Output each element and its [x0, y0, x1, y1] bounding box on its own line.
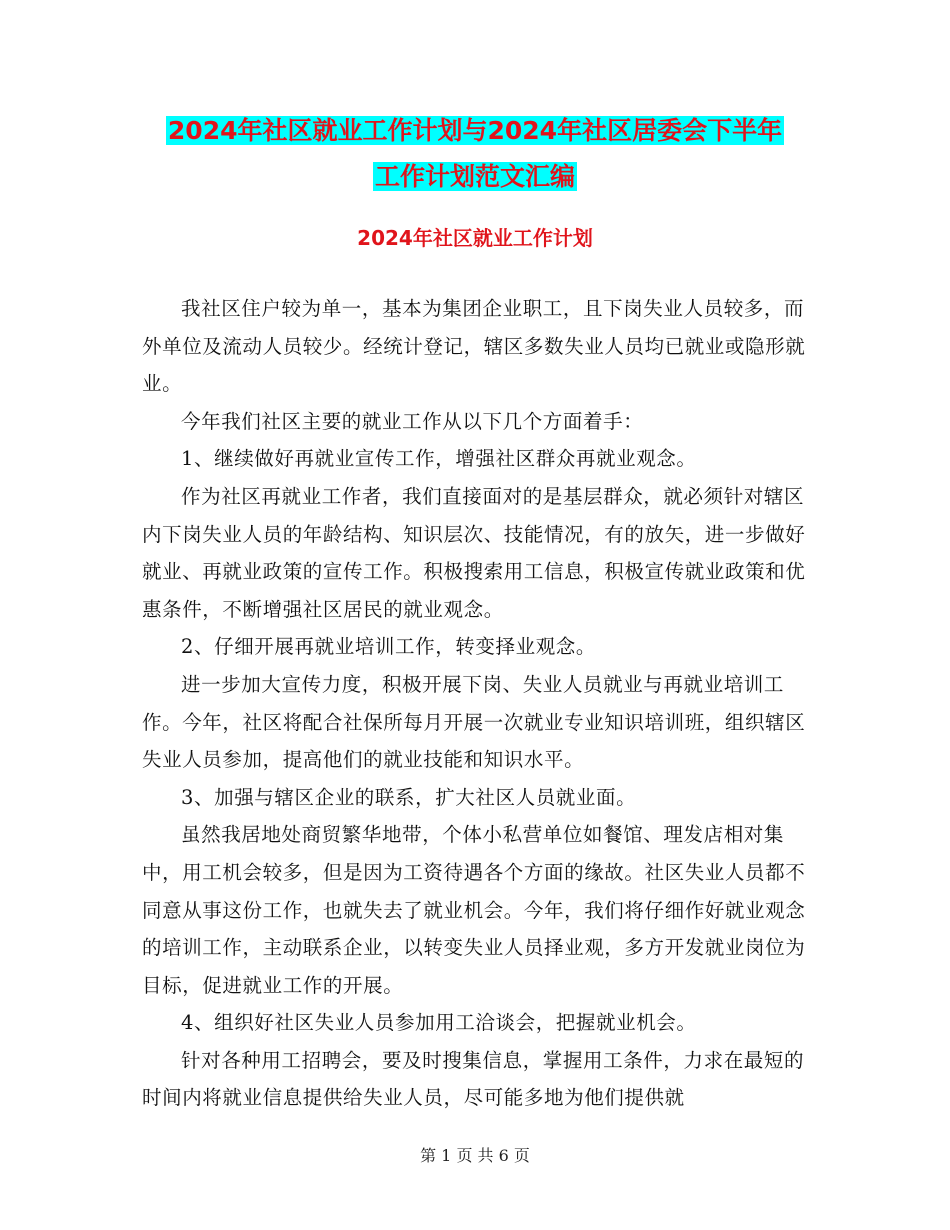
title-highlight: 2024年社区就业工作计划与2024年社区居委会下半年	[167, 116, 783, 145]
paragraph-heading: 2、仔细开展再就业培训工作，转变择业观念。	[181, 635, 597, 659]
paragraph: 进一步加大宣传力度，积极开展下岗、失业人员就业与再就业培训工作。今年，社区将配合社保所每月开展一次就业专业知识培训班，组织辖区失业人员参加，提高他们的就业技能和知识水平。	[142, 672, 806, 772]
paragraph: 作为社区再就业工作者，我们直接面对的是基层群众，就必须针对辖区内下岗失业人员的年龄结构、知识层次、技能情况，有的放矢，进一步做好就业、再就业政策的宣传工作。积极搜索用工信息，积极宣传就业政策和优惠条件，不断增强社区居民的就业观念。	[142, 484, 806, 621]
document-title-line-2	[0, 154, 950, 200]
document-body	[142, 290, 807, 1117]
title-highlight: 工作计划范文汇编	[374, 162, 575, 191]
section-title: 2024年社区就业工作计划	[357, 226, 593, 250]
paragraph-heading: 4、组织好社区失业人员参加用工洽谈会，把握就业机会。	[181, 1011, 697, 1035]
paragraph: 虽然我居地处商贸繁华地带，个体小私营单位如餐馆、理发店相对集中，用工机会较多，但是因为工资待遇各个方面的缘故。社区失业人员都不同意从事这份工作，也就失去了就业机会。今年，我们将仔细作好就业观念的培训工作，主动联系企业，以转变失业人员择业观，多方开发就业岗位为目标，促进就业工作的开展。	[142, 823, 806, 997]
paragraph: 针对各种用工招聘会，要及时搜集信息，掌握用工条件，力求在最短的时间内将就业信息提供给失业人员，尽可能多地为他们提供就	[142, 1048, 805, 1110]
paragraph: 我社区住户较为单一，基本为集团企业职工，且下岗失业人员较多，而外单位及流动人员较少。经统计登记，辖区多数失业人员均已就业或隐形就业。	[142, 297, 806, 396]
page-footer: 第 1 页 共 6 页	[420, 1146, 530, 1165]
paragraph: 今年我们社区主要的就业工作从以下几个方面着手：	[181, 409, 644, 433]
paragraph-heading: 1、继续做好再就业宣传工作，增强社区群众再就业观念。	[181, 447, 697, 471]
document-title	[0, 108, 950, 200]
document-title-line-1	[0, 108, 950, 154]
paragraph-heading: 3、加强与辖区企业的联系，扩大社区人员就业面。	[181, 785, 637, 809]
